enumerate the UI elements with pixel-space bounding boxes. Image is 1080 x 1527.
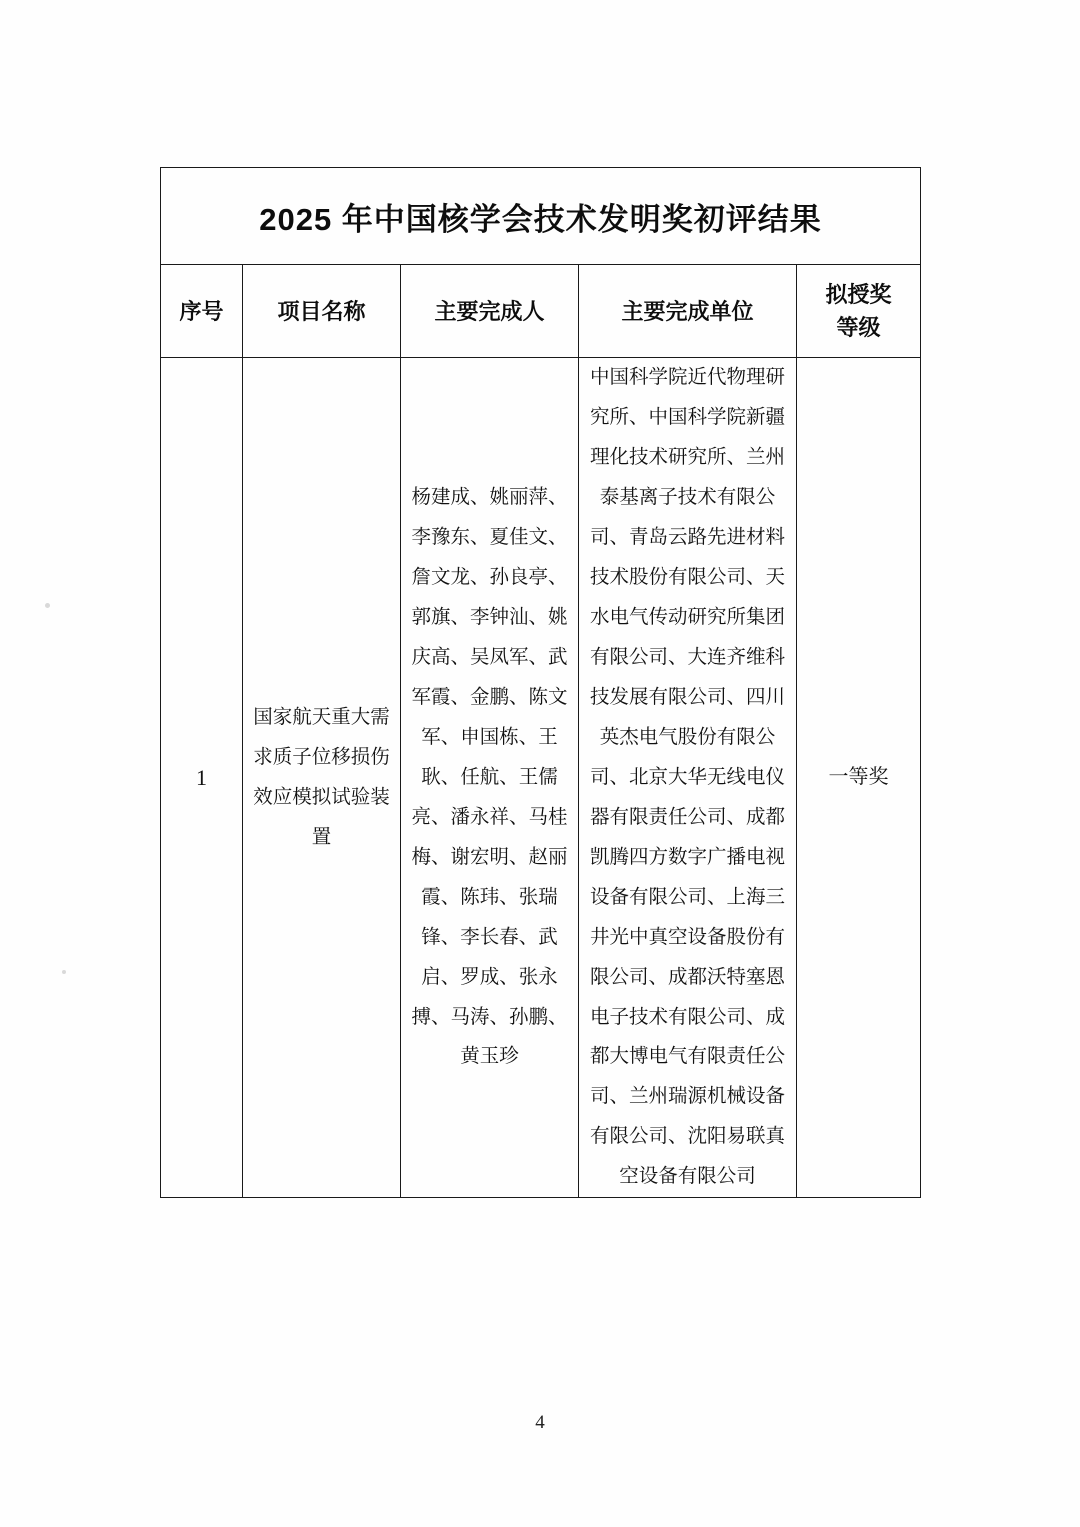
column-header-no: 序号 — [161, 265, 243, 358]
cell-main-units-text: 中国科学院近代物理研究所、中国科学院新疆理化技术研究所、兰州泰基离子技术有限公司、青岛云路先进材料技术股份有限公司、天水电气传动研究所集团有限公司、大连齐维科技发展有限公司、四川英杰电气股份有限公司、北京大华无线电仪器有限责任公司、成都凯腾四方数字广播电视设备有限公司、上海三井光中真空设备股份有限公司、成都沃特塞恩电子技术有限公司、成都大博电气有限责任公司、兰州瑞源机械设备有限公司、沈阳易联真空设备有限公司 — [589, 366, 785, 1188]
table-title-row — [161, 168, 921, 265]
table-row — [161, 358, 921, 1198]
column-header-main-units: 主要完成单位 — [579, 265, 797, 358]
cell-award-level: 一等奖 — [797, 358, 921, 1198]
page-number: 4 — [535, 1412, 545, 1433]
cell-main-people — [401, 358, 579, 1198]
scan-speck — [45, 603, 50, 608]
page-title: 2025 年中国核学会技术发明奖初评结果 — [161, 168, 921, 265]
cell-main-units — [579, 358, 797, 1198]
cell-project-name-text: 国家航天重大需求质子位移损伤效应模拟试验装置 — [253, 705, 390, 848]
column-header-main-people: 主要完成人 — [401, 265, 579, 358]
scan-speck — [62, 970, 66, 974]
column-header-award-level-line2: 等级 — [836, 315, 881, 340]
cell-project-name — [243, 358, 401, 1198]
cell-no: 1 — [161, 358, 243, 1198]
table-header-row — [161, 265, 921, 358]
column-header-project-name: 项目名称 — [243, 265, 401, 358]
award-results-table — [160, 167, 921, 1198]
column-header-award-level — [797, 265, 921, 358]
column-header-award-level-line1: 拟授奖 — [825, 282, 892, 307]
cell-main-people-text: 杨建成、姚丽萍、李豫东、夏佳文、詹文龙、孙良亭、郭旗、李钟汕、姚庆高、吴凤军、武军霞、金鹏、陈文军、申国栋、王耿、任航、王儒亮、潘永祥、马桂梅、谢宏明、赵丽霞、陈玮、张瑞锋、李长春、武启、罗成、张永搏、马涛、孙鹏、黄玉珍 — [411, 485, 568, 1068]
